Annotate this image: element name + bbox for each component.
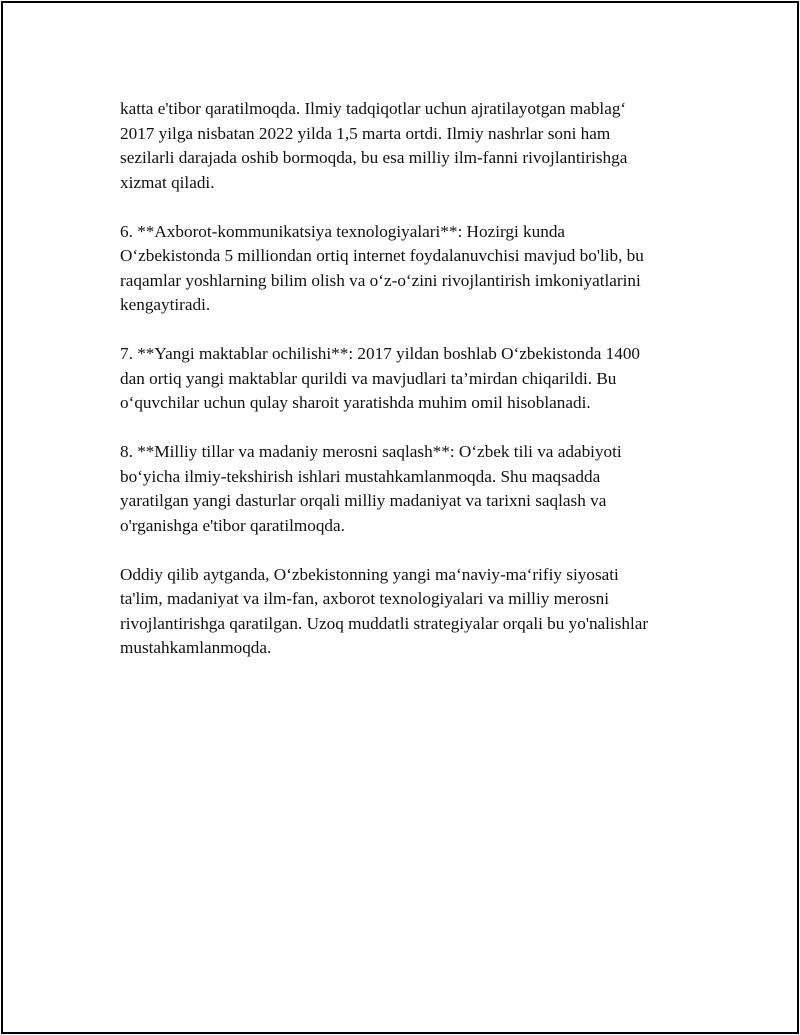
page-frame xyxy=(1,1,799,1034)
text-line: katta e'tibor qaratilmoqda. Ilmiy tadqiqotlar uchun ajratilayotgan mablag‘ xyxy=(120,99,627,118)
text-line: dan ortiq yangi maktablar qurildi va mavjudlari ta’mirdan chiqarildi. Bu xyxy=(120,368,617,388)
paragraph-ict xyxy=(120,220,700,318)
text-line: raqamlar yoshlarning bilim olish va o‘z-o‘zini rivojlantirish imkoniyatlarini xyxy=(120,270,641,290)
text-line: sezilarli darajada oshib bormoqda, bu esa milliy ilm-fanni rivojlantirishga xyxy=(120,148,628,167)
text-line: kengaytiradi. xyxy=(120,295,211,314)
text-line: o'rganishga e'tibor qaratilmoqda. xyxy=(120,515,345,535)
paragraph-national-heritage xyxy=(120,440,700,538)
text-line: yaratilgan yangi dasturlar orqali milliy madaniyat va tarixni saqlash va xyxy=(120,491,607,510)
document-body xyxy=(120,97,700,685)
paragraph-research-funding xyxy=(120,97,700,195)
text-line: 2017 yilga nisbatan 2022 yilda 1,5 marta ortdi. Ilmiy nashrlar soni ham xyxy=(120,123,611,143)
text-line: o‘quvchilar uchun qulay sharoit yaratishda muhim omil hisoblanadi. xyxy=(120,393,591,412)
text-line: bo‘yicha ilmiy-tekshirish ishlari mustahkamlanmoqda. Shu maqsadda xyxy=(120,466,601,486)
paragraph-conclusion xyxy=(120,563,700,661)
text-line: Oddiy qilib aytganda, O‘zbekistonning yangi ma‘naviy-ma‘rifiy siyosati xyxy=(120,564,619,584)
text-line: 6. **Axborot-kommunikatsiya texnologiyalari**: Hozirgi kunda xyxy=(120,221,566,241)
paragraph-new-schools xyxy=(120,342,700,416)
text-line: ta'lim, madaniyat va ilm-fan, axborot texnologiyalari va milliy merosni xyxy=(120,589,609,608)
text-line: rivojlantirishga qaratilgan. Uzoq muddatli strategiyalar orqali bu yo'nalishlar xyxy=(120,613,649,633)
text-line: mustahkamlanmoqda. xyxy=(120,638,272,657)
text-line: O‘zbekistonda 5 milliondan ortiq internet foydalanuvchisi mavjud bo'lib, bu xyxy=(120,246,644,265)
text-line: 8. **Milliy tillar va madaniy merosni saqlash**: O‘zbek tili va adabiyoti xyxy=(120,442,622,461)
text-line: 7. **Yangi maktablar ochilishi**: 2017 yildan boshlab O‘zbekistonda 1400 xyxy=(120,344,641,363)
text-line: xizmat qiladi. xyxy=(120,172,215,192)
